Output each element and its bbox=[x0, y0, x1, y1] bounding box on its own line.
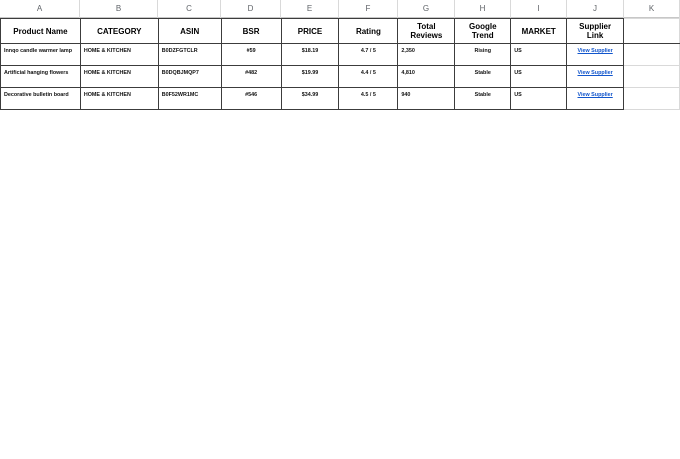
cell-product-name[interactable]: Artificial hanging flowers bbox=[1, 66, 81, 88]
header-asin[interactable]: ASIN bbox=[158, 19, 221, 44]
cell-category[interactable]: HOME & KITCHEN bbox=[80, 88, 158, 110]
cell-product-name[interactable]: Innqo candle warmer lamp bbox=[1, 44, 81, 66]
cell-asin[interactable]: B0F52WR1MC bbox=[158, 88, 221, 110]
cell-google-trend[interactable]: Stable bbox=[455, 88, 511, 110]
empty-cell[interactable] bbox=[624, 66, 680, 88]
cell-supplier-link[interactable] bbox=[567, 66, 624, 88]
header-market[interactable]: MARKET bbox=[511, 19, 567, 44]
cell-asin[interactable]: B0DQBJMQP7 bbox=[158, 66, 221, 88]
cell-bsr[interactable]: #59 bbox=[221, 44, 281, 66]
empty-cell[interactable] bbox=[624, 44, 680, 66]
header-category[interactable]: CATEGORY bbox=[80, 19, 158, 44]
cell-google-trend[interactable]: Stable bbox=[455, 66, 511, 88]
column-letter-d[interactable]: D bbox=[221, 0, 281, 18]
cell-price[interactable]: $34.99 bbox=[281, 88, 339, 110]
cell-market[interactable]: US bbox=[511, 66, 567, 88]
cell-price[interactable]: $19.99 bbox=[281, 66, 339, 88]
header-rating[interactable]: Rating bbox=[339, 19, 398, 44]
empty-cell[interactable] bbox=[624, 88, 680, 110]
header-price[interactable]: PRICE bbox=[281, 19, 339, 44]
cell-product-name[interactable]: Decorative bulletin board bbox=[1, 88, 81, 110]
table-row bbox=[1, 88, 680, 110]
cell-market[interactable]: US bbox=[511, 44, 567, 66]
column-letter-f[interactable]: F bbox=[339, 0, 398, 18]
column-letter-i[interactable]: I bbox=[511, 0, 567, 18]
cell-rating[interactable]: 4.4 / 5 bbox=[339, 66, 398, 88]
cell-market[interactable]: US bbox=[511, 88, 567, 110]
supplier-link[interactable]: View Supplier bbox=[577, 70, 613, 76]
header-total-reviews[interactable]: Total Reviews bbox=[398, 19, 455, 44]
cell-total-reviews[interactable]: 4,810 bbox=[398, 66, 455, 88]
column-letter-a[interactable]: A bbox=[0, 0, 80, 18]
cell-rating[interactable]: 4.5 / 5 bbox=[339, 88, 398, 110]
supplier-link[interactable]: View Supplier bbox=[577, 48, 613, 54]
cell-asin[interactable]: B0DZFGTCLR bbox=[158, 44, 221, 66]
column-letter-h[interactable]: H bbox=[455, 0, 511, 18]
cell-rating[interactable]: 4.7 / 5 bbox=[339, 44, 398, 66]
empty-cell[interactable] bbox=[624, 19, 680, 44]
cell-bsr[interactable]: #482 bbox=[221, 66, 281, 88]
product-table bbox=[0, 18, 680, 110]
table-row bbox=[1, 66, 680, 88]
column-letter-b[interactable]: B bbox=[80, 0, 158, 18]
cell-category[interactable]: HOME & KITCHEN bbox=[80, 44, 158, 66]
cell-supplier-link[interactable] bbox=[567, 88, 624, 110]
column-letter-header-row bbox=[0, 0, 680, 18]
cell-bsr[interactable]: #546 bbox=[221, 88, 281, 110]
header-supplier-link[interactable]: Supplier Link bbox=[567, 19, 624, 44]
column-letter-e[interactable]: E bbox=[281, 0, 339, 18]
supplier-link[interactable]: View Supplier bbox=[577, 92, 613, 98]
column-letter-g[interactable]: G bbox=[398, 0, 455, 18]
cell-category[interactable]: HOME & KITCHEN bbox=[80, 66, 158, 88]
header-google-trend[interactable]: Google Trend bbox=[455, 19, 511, 44]
cell-total-reviews[interactable]: 940 bbox=[398, 88, 455, 110]
cell-google-trend[interactable]: Rising bbox=[455, 44, 511, 66]
column-letter-c[interactable]: C bbox=[158, 0, 221, 18]
column-letter-k[interactable]: K bbox=[624, 0, 680, 18]
table-row bbox=[1, 44, 680, 66]
header-product-name[interactable]: Product Name bbox=[1, 19, 81, 44]
cell-total-reviews[interactable]: 2,350 bbox=[398, 44, 455, 66]
cell-price[interactable]: $18.19 bbox=[281, 44, 339, 66]
column-letter-j[interactable]: J bbox=[567, 0, 624, 18]
cell-supplier-link[interactable] bbox=[567, 44, 624, 66]
header-bsr[interactable]: BSR bbox=[221, 19, 281, 44]
header-row bbox=[1, 19, 680, 44]
